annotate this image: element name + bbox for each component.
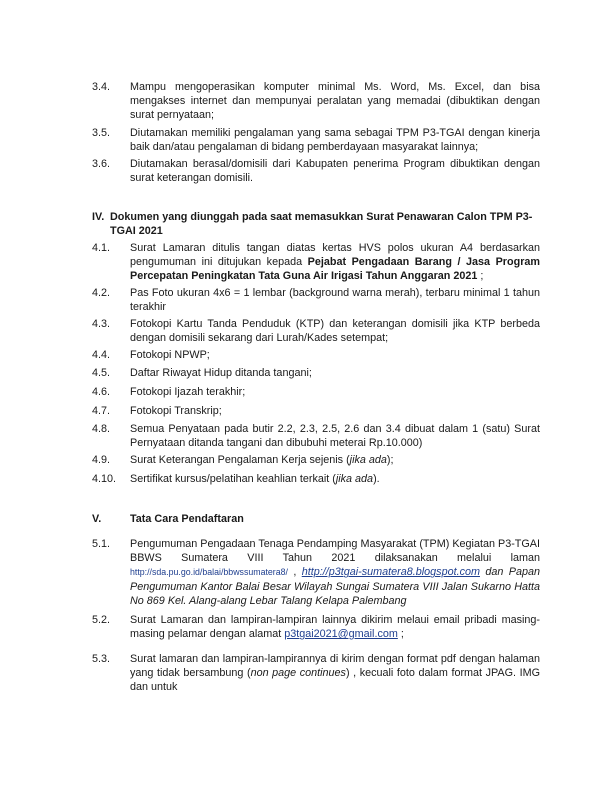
section-number: IV. <box>92 211 105 223</box>
addressee-bold: Pejabat Pengadaan Barang / Jasa Program Percepatan Peningkatan Tata Guna Air Irigasi Tahun Anggaran 2021 <box>130 256 541 283</box>
website-link-sda[interactable]: http://sda.pu.go.id/balai/bbwssumatera8/ <box>130 567 288 578</box>
item-number: 3.6. <box>92 158 111 170</box>
item-number: 3.5. <box>92 127 111 139</box>
section-number: V. <box>92 513 102 525</box>
section-title: Tata Cara Pendaftaran <box>130 513 244 525</box>
item-text: Semua Penyataan pada butir 2.2, 2.3, 2.5, 2.6 dan 3.4 dibuat dalam 1 (satu) Surat Pernyataan ditanda tangani dan dibubuhi meterai Rp.10.000) <box>130 423 540 450</box>
item-number: 4.9. <box>92 454 111 466</box>
item-text: Diutamakan berasal/domisili dari Kabupaten penerima Program dibuktikan dengan surat keterangan domisili. <box>130 158 540 185</box>
item-text: Diutamakan memiliki pengalaman yang sama sebagai TPM P3-TGAI dengan kinerja baik dan/atau pengalaman di bidang pemberdayaan masyarakat lainnya; <box>130 127 540 154</box>
item-number: 4.8. <box>92 423 111 435</box>
item-number: 4.4. <box>92 349 111 361</box>
item-text: Pengumuman Pengadaan Tenaga Pendamping Masyarakat (TPM) Kegiatan P3-TGAI BBWS Sumatera VIII Tahun 2021 dilaksanakan melalui laman http://sda.pu.go.id/balai/bbwssumatera8/ , http://p3tgai-sumatera8.blogspot.com dan Papan Pengumuman Kantor Balai Besar Wilayah Sungai Sumatera VIII Jalan Sukarno Hatta No 869 Kel. Alang-alang Lebar Talang Kelapa Palembang <box>130 538 541 607</box>
item-text: Fotokopi Kartu Tanda Penduduk (KTP) dan keterangan domisili jika KTP berbeda dengan domisili sekarang dari Lurah/Kades setempat; <box>130 318 540 345</box>
item-number: 4.1. <box>92 242 111 254</box>
item-text: Surat Lamaran ditulis tangan diatas kertas HVS polos ukuran A4 berdasarkan pengumuman ini ditujukan kepada Pejabat Pengadaan Barang / Jasa Program Percepatan Peningkatan Tata Guna Air Irigasi Tahun Anggaran 2021 ; <box>130 242 541 283</box>
section-title: Dokumen yang diunggah pada saat memasukkan Surat Penawaran Calon TPM P3-TGAI 2021 <box>110 211 533 238</box>
item-text: Surat lamaran dan lampiran-lampirannya di kirim dengan format pdf dengan halaman yang tidak bersambung (non page continues) , kecuali foto dalam format JPAG. IMG dan untuk <box>130 653 540 694</box>
item-text: Sertifikat kursus/pelatihan keahlian terkait (jika ada). <box>130 473 380 485</box>
item-number: 4.5. <box>92 367 111 379</box>
item-number: 5.2. <box>92 614 111 626</box>
item-text: Fotokopi NPWP; <box>130 349 210 361</box>
item-text: Daftar Riwayat Hidup ditanda tangani; <box>130 367 312 379</box>
item-text: Surat Keterangan Pengalaman Kerja sejenis (jika ada); <box>130 454 394 466</box>
item-text: Surat Lamaran dan lampiran-lampiran lainnya dikirim melaui email pribadi masing-masing pelamar dengan alamat p3tgai2021@gmail.com ; <box>130 614 540 641</box>
item-number: 4.3. <box>92 318 111 330</box>
item-number: 4.10. <box>92 473 117 485</box>
item-number: 3.4. <box>92 81 111 93</box>
item-number: 4.2. <box>92 287 111 299</box>
item-number: 4.7. <box>92 405 111 417</box>
item-text: Pas Foto ukuran 4x6 = 1 lembar (background warna merah), terbaru minimal 1 tahun terakhir <box>130 287 540 314</box>
notice-board-address: Papan Pengumuman Kantor Balai Besar Wilayah Sungai Sumatera VIII Jalan Sukarno Hatta No 869 Kel. Alang-alang Lebar Talang Kelapa Palembang <box>130 566 541 607</box>
item-text: Mampu mengoperasikan komputer minimal Ms. Word, Ms. Excel, dan bisa mengakses internet dan mempunyai peralatan yang memadai (dibuktikan dengan surat pernyataan; <box>130 81 540 122</box>
item-number: 5.3. <box>92 653 111 665</box>
item-number: 5.1. <box>92 538 111 550</box>
website-link-blogspot[interactable]: http://p3tgai-sumatera8.blogspot.com <box>301 566 480 579</box>
item-text: Fotokopi Transkrip; <box>130 405 222 417</box>
item-number: 4.6. <box>92 386 111 398</box>
email-link[interactable]: p3tgai2021@gmail.com <box>284 628 398 641</box>
item-text: Fotokopi Ijazah terakhir; <box>130 386 246 398</box>
